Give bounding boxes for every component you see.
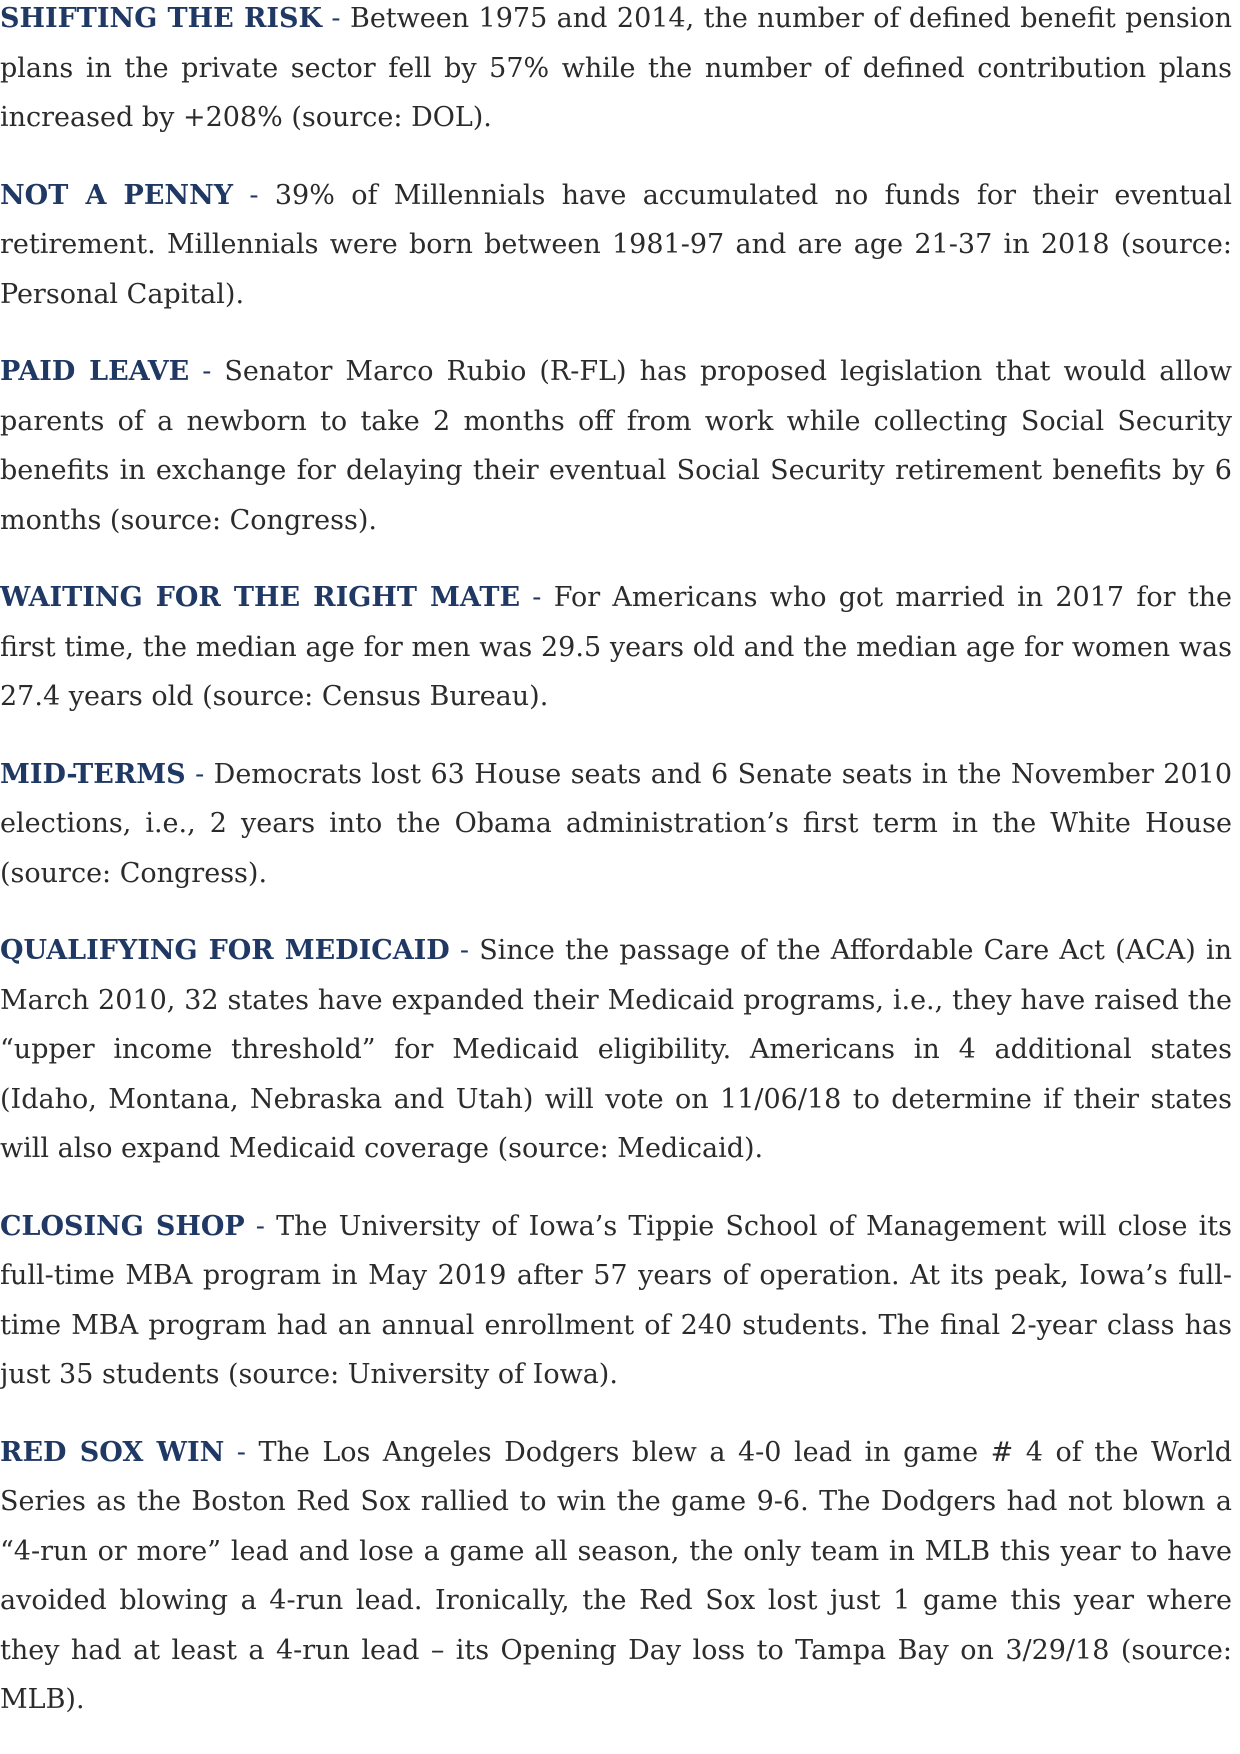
news-item-waiting-for-the-right-mate (0, 573, 1232, 722)
item-text: The University of Iowa’s Tippie School of Management will close its full-time MBA program in May 2019 after 57 years of operation. At its peak, Iowa’s full-time MBA program had an annual enrollment of 240 students. The final 2-year class has just 35 students (source: University of Iowa). (0, 1210, 1232, 1390)
item-heading: CLOSING SHOP (0, 1210, 245, 1242)
item-separator: - (185, 758, 214, 790)
news-item-paid-leave (0, 347, 1232, 545)
item-heading: WAITING FOR THE RIGHT MATE (0, 582, 521, 613)
news-item-closing-shop (0, 1202, 1232, 1400)
news-item-not-a-penny (0, 171, 1232, 320)
item-separator: - (321, 3, 350, 34)
item-separator: - (233, 179, 275, 211)
news-item-red-sox-win (0, 1428, 1232, 1725)
item-heading: NOT A PENNY (0, 179, 234, 211)
item-text: For Americans who got married in 2017 for the first time, the median age for men was 29.5 years old and the median age for women was 27.4 years old (source: Census Bureau). (0, 582, 1232, 712)
item-heading: RED SOX WIN (0, 1436, 225, 1468)
item-heading: MID-TERMS (0, 758, 186, 790)
item-heading: QUALIFYING FOR MEDICAID (0, 935, 450, 966)
item-text: Between 1975 and 2014, the number of defined benefit pension plans in the private sector fell by 57% while the number of defined contribution plans increased by +208% (source: DOL). (0, 3, 1232, 133)
item-text: Since the passage of the Affordable Care Act (ACA) in March 2010, 32 states have expanded their Medicaid programs, i.e., they have raised the “upper income threshold” for Medicaid eligibility. Americans in 4 additional states (Idaho, Montana, Nebraska and Utah) will vote on 11/06/18 to determine if their states will also expand Medicaid coverage (source: Medicaid). (0, 935, 1232, 1164)
item-separator: - (244, 1210, 277, 1242)
news-item-shifting-the-risk (0, 0, 1232, 143)
item-text: 39% of Millennials have accumulated no funds for their eventual retirement. Millennials were born between 1981-97 and are age 21-37 in 2018 (source: Personal Capital). (0, 179, 1232, 310)
item-text: Democrats lost 63 House seats and 6 Senate seats in the November 2010 elections, i.e., 2 years into the Obama administration’s first term in the White House (source: Congress). (0, 758, 1233, 889)
news-item-mid-terms (0, 750, 1232, 899)
item-separator: - (189, 356, 225, 387)
item-heading: PAID LEAVE (0, 356, 190, 387)
news-item-qualifying-for-medicaid (0, 926, 1232, 1174)
item-heading: SHIFTING THE RISK (0, 3, 322, 34)
item-text: The Los Angeles Dodgers blew a 4-0 lead in game # 4 of the World Series as the Boston Red Sox rallied to win the game 9-6. The Dodgers had not blown a “4-run or more” lead and lose a game all season, the only team in MLB this year to have avoided blowing a 4-run lead. Ironically, the Red Sox lost just 1 game this year where they had at least a 4-run lead – its Opening Day loss to Tampa Bay on 3/29/18 (source: MLB). (0, 1436, 1232, 1715)
item-text: Senator Marco Rubio (R-FL) has proposed legislation that would allow parents of a newborn to take 2 months off from work while collecting Social Security benefits in exchange for delaying their eventual Social Security retirement benefits by 6 months (source: Congress). (0, 356, 1232, 536)
item-separator: - (449, 935, 480, 966)
item-separator: - (224, 1436, 259, 1468)
item-separator: - (520, 582, 554, 613)
